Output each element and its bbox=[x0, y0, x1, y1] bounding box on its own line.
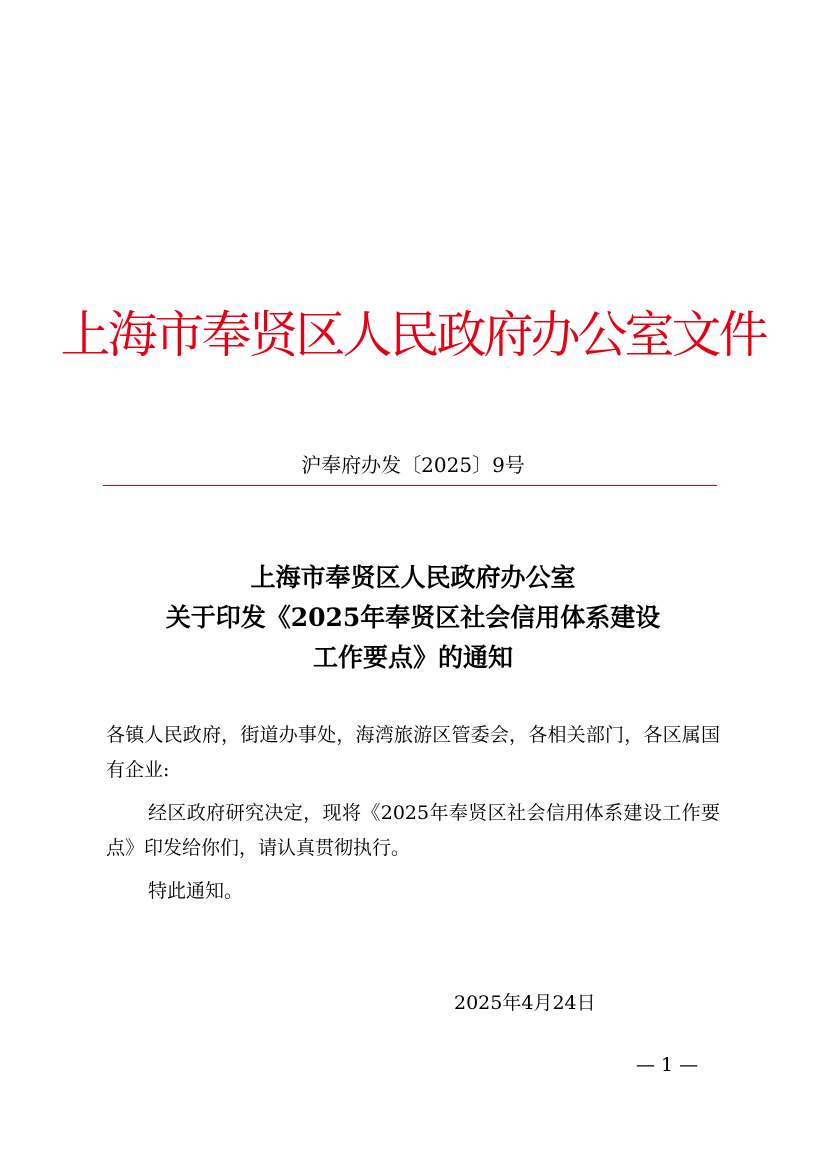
notice-title bbox=[0, 558, 826, 678]
body-paragraph: 经区政府研究决定，现将《2025年奉贤区社会信用体系建设工作要点》印发给你们，请认真贯彻执行。 bbox=[106, 802, 720, 859]
notice-title-line-1: 上海市奉贤区人民政府办公室 bbox=[250, 563, 576, 592]
notice-title-line-2: 关于印发《2025年奉贤区社会信用体系建设 bbox=[165, 603, 661, 632]
notice-title-line-3: 工作要点》的通知 bbox=[312, 643, 513, 672]
issue-date: 2025年4月24日 bbox=[454, 992, 596, 1014]
addressee-paragraph: 各镇人民政府，街道办事处，海湾旅游区管委会，各相关部门，各区属国有企业: bbox=[106, 724, 720, 781]
red-divider-line bbox=[103, 485, 717, 486]
page-number: — 1 — bbox=[636, 1054, 699, 1076]
document-header-title: 上海市奉贤区人民政府办公室文件 bbox=[60, 306, 766, 364]
closing-paragraph: 特此通知。 bbox=[148, 880, 244, 902]
document-number: 沪奉府办发〔2025〕9号 bbox=[301, 453, 525, 477]
